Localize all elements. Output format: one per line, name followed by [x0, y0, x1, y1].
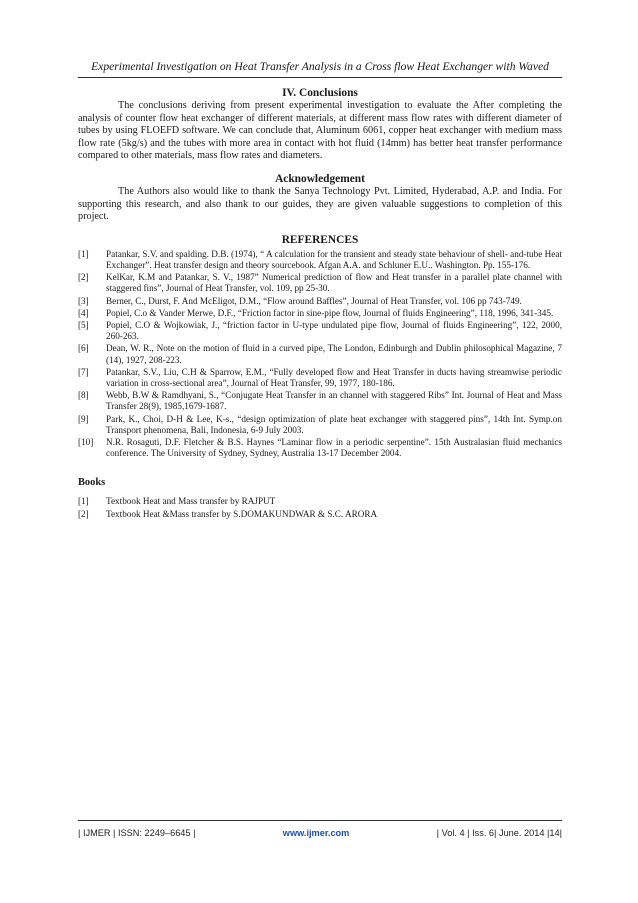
reference-text: N.R. Rosaguti, D.F. Fletcher & B.S. Haynes “Laminar flow in a periodic serpentine”. 15th Australasian fluid mechanics conference. The University of Sydney, Sydney, Australia 13-17 December 2004.	[106, 437, 562, 459]
running-header: Experimental Investigation on Heat Transfer Analysis in a Cross flow Heat Exchanger with Waved	[91, 60, 549, 73]
reference-number: [6]	[78, 343, 89, 354]
reference-text: Popiel, C.O & Wojkowiak, J., “friction factor in U-type undulated pipe flow, Journal of fluids Engineering”, 122, 2000, 260-263.	[106, 319, 562, 342]
book-number: [1]	[78, 496, 89, 507]
reference-number: [9]	[78, 413, 89, 424]
reference-number: [4]	[78, 307, 89, 318]
page-content	[78, 86, 562, 521]
reference-number: [3]	[78, 295, 89, 306]
reference-item	[78, 437, 562, 459]
reference-text: Berner, C., Durst, F. And McEligot, D.M., “Flow around Baffles”, Journal of Heat Transfer, vol. 106 pp 743-749.	[106, 295, 522, 306]
reference-item	[78, 414, 562, 436]
references-section	[78, 233, 562, 460]
reference-text: Webb, B.W & Ramdhyani, S., “Conjugate Heat Transfer in an channel with staggered Ribs” Int. Journal of Heat and Mass Transfer 28(9), 1985,1679-1687.	[106, 390, 562, 412]
reference-number: [10]	[78, 437, 94, 447]
reference-text: KelKar, K.M and Patankar, S. V., 1987” Numerical prediction of flow and Heat transfer in a parallel plate channel with staggered fins”, Journal of Heat Transfer, vol. 109, pp 25-30.	[106, 272, 562, 294]
footer-journal-info: | IJMER | ISSN: 2249–6645 |	[78, 828, 196, 838]
reference-number: [5]	[78, 319, 89, 330]
reference-item	[78, 249, 562, 271]
reference-text: Patankar, S.V., Liu, C.H & Sparrow, E.M., “Fully developed flow and Heat Transfer in ducts having streamwise periodic variation in cross-sectional area”, Journal of Heat Transfer, 99, 1977, 180-186.	[106, 366, 562, 388]
reference-item	[78, 308, 562, 319]
book-item	[78, 496, 562, 507]
reference-number: [1]	[78, 248, 89, 259]
footer-website-link[interactable]: www.ijmer.com	[282, 828, 350, 838]
reference-text: Dean, W. R., Note on the motion of fluid in a curved pipe, The London, Edinburgh and Dublin philosophical Magazine, 7 (14), 1927, 208-223.	[106, 343, 562, 365]
reference-text: Park, K., Choi, D-H & Lee, K-s., “design optimization of plate heat exchanger with staggered pins”, 14th Int. Symp.on Transport phenomena, Bali, Indonesia, 6-9 July 2003.	[106, 413, 562, 435]
footer-issue-info: | Vol. 4 | Iss. 6| June. 2014 |14|	[436, 828, 562, 838]
reference-item	[78, 367, 562, 389]
book-text: Textbook Heat &Mass transfer by S.DOMAKUNDWAR & S.C. ARORA	[106, 508, 378, 519]
reference-number: [7]	[78, 366, 89, 377]
books-heading: Books	[78, 477, 106, 489]
page-footer	[78, 828, 562, 838]
conclusions-paragraph	[78, 100, 562, 163]
acknowledgement-paragraph	[78, 186, 562, 224]
acknowledgement-text: The Authors also would like to thank the Sanya Technology Pvt. Limited, Hyderabad, A.P. and India. For supporting this research, and also thank to our guides, they are given valuable suggestions to completion of this project.	[78, 185, 562, 223]
footer-rule	[78, 820, 562, 821]
reference-item	[78, 390, 562, 412]
conclusions-section	[78, 86, 562, 163]
reference-text: Patankar, S.V. and spalding. D.B. (1974), “ A calculation for the transient and steady state behaviour of shell- and-tube Heat Exchanger”. Heat transfer design and theory sourcebook. Afgan A.A. and Schluner E.U.. Washington. Pp. 155-176.	[106, 248, 562, 270]
header-rule	[78, 77, 562, 78]
reference-item	[78, 296, 562, 307]
books-section	[78, 477, 562, 519]
book-item	[78, 509, 562, 520]
reference-text: Popiel, C.o & Vander Merwe, D.F., “Friction factor in sine-pipe flow, Journal of fluids Engineering”, 118, 1996, 341-345.	[106, 307, 554, 318]
reference-item	[78, 320, 562, 342]
conclusions-text: The conclusions deriving from present experimental investigation to evaluate the After completing the analysis of counter flow heat exchanger of different materials, at different mass flow rates with different diameter of tubes by using FLOEFD software. We can conclude that, Aluminum 6061, copper heat exchanger with medium mass flow rate (5kg/s) and the tubes with more area in contact with hot fluid (14mm) has better heat transfer performance compared to other materials, mass flow rates and diameters.	[78, 100, 562, 162]
book-text: Textbook Heat and Mass transfer by RAJPUT	[106, 496, 276, 507]
references-heading: REFERENCES	[281, 233, 359, 246]
conclusions-heading: IV. Conclusions	[282, 87, 358, 99]
reference-list	[78, 249, 562, 460]
reference-item	[78, 272, 562, 294]
book-number: [2]	[78, 508, 89, 519]
reference-item	[78, 343, 562, 365]
reference-number: [2]	[78, 272, 89, 283]
acknowledgement-section	[78, 172, 562, 224]
reference-number: [8]	[78, 390, 89, 401]
acknowledgement-heading: Acknowledgement	[275, 172, 365, 185]
